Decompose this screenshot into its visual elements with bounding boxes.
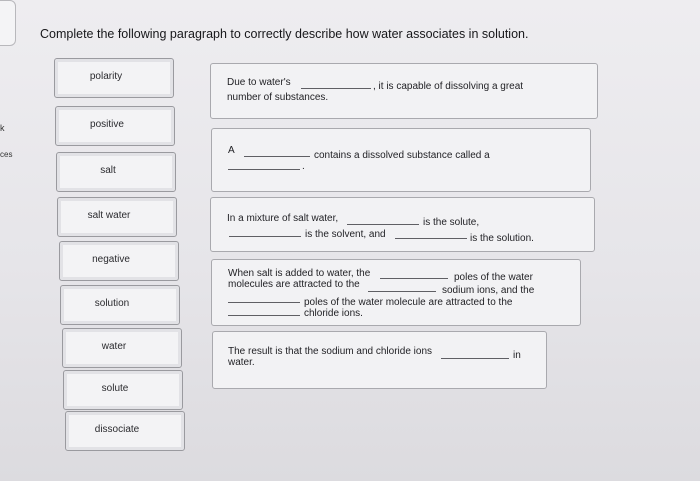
drop-blank-8[interactable] [368, 291, 436, 292]
sentence-text: Due to water's [227, 77, 291, 88]
left-panel-edge [0, 0, 22, 481]
sentence-box-2 [211, 128, 591, 192]
sentence-text: A [228, 145, 235, 156]
word-tile-salt[interactable] [56, 152, 176, 192]
word-tile-label: dissociate [94, 424, 140, 435]
word-tile-solute[interactable] [63, 370, 183, 410]
sentence-text: molecules are attracted to the [228, 279, 360, 290]
word-tile-label: positive [90, 119, 124, 130]
sentence-text: contains a dissolved substance called a [314, 150, 490, 161]
sentence-text: sodium ions, and the [442, 285, 535, 296]
word-tile-label: salt water [87, 210, 131, 221]
sentence-text: is the solution. [470, 233, 534, 244]
sentence-text: . [302, 161, 305, 172]
drop-blank-1[interactable] [301, 88, 371, 89]
word-tile-label: polarity [89, 71, 123, 82]
drop-blank-10[interactable] [228, 315, 300, 316]
sentence-text: poles of the water [454, 272, 533, 283]
word-tile-label: negative [92, 254, 130, 265]
sentence-text: is the solvent, and [305, 229, 386, 240]
word-tile-label: solute [101, 383, 129, 394]
sentence-text: When salt is added to water, the [228, 268, 371, 279]
word-tile-label: solution [94, 298, 130, 309]
word-tile-solution[interactable] [60, 285, 180, 325]
sentence-text: is the solute, [423, 217, 480, 228]
sentence-text: chloride ions. [304, 308, 363, 319]
word-tile-label: water [101, 341, 127, 352]
sentence-box-1 [210, 63, 598, 119]
word-tile-water[interactable] [62, 328, 182, 368]
drop-blank-4[interactable] [347, 224, 419, 225]
word-tile-negative[interactable] [59, 241, 179, 281]
drop-blank-2[interactable] [244, 156, 310, 157]
left-panel-label: ces [0, 150, 13, 159]
word-tile-salt-water[interactable] [57, 197, 177, 237]
drop-blank-6[interactable] [395, 238, 467, 239]
sentence-text: in [513, 350, 521, 361]
sentence-box-3 [210, 197, 595, 252]
word-tile-dissociate[interactable] [65, 411, 185, 451]
left-panel-tab[interactable] [0, 0, 16, 46]
drop-blank-3[interactable] [228, 169, 300, 170]
drop-blank-7[interactable] [380, 278, 448, 279]
sentence-text: In a mixture of salt water, [227, 213, 339, 224]
drop-blank-5[interactable] [229, 236, 301, 237]
word-tile-label: salt [100, 165, 116, 176]
sentence-box-5 [212, 331, 547, 389]
sentence-text: number of substances. [227, 92, 329, 103]
sentence-text: poles of the water molecule are attracted to the [304, 297, 513, 308]
drop-blank-9[interactable] [228, 302, 300, 303]
drop-blank-11[interactable] [441, 358, 509, 359]
sentence-box-4 [211, 259, 581, 326]
left-panel-label: k [0, 123, 5, 133]
sentence-text: , it is capable of dissolving a great [373, 81, 524, 92]
sentence-text: The result is that the sodium and chloride ions [228, 346, 432, 357]
word-tile-polarity[interactable] [54, 58, 174, 98]
word-tile-positive[interactable] [55, 106, 175, 146]
question-prompt: Complete the following paragraph to correctly describe how water associates in solution. [40, 27, 529, 41]
sentence-text: water. [228, 357, 255, 368]
